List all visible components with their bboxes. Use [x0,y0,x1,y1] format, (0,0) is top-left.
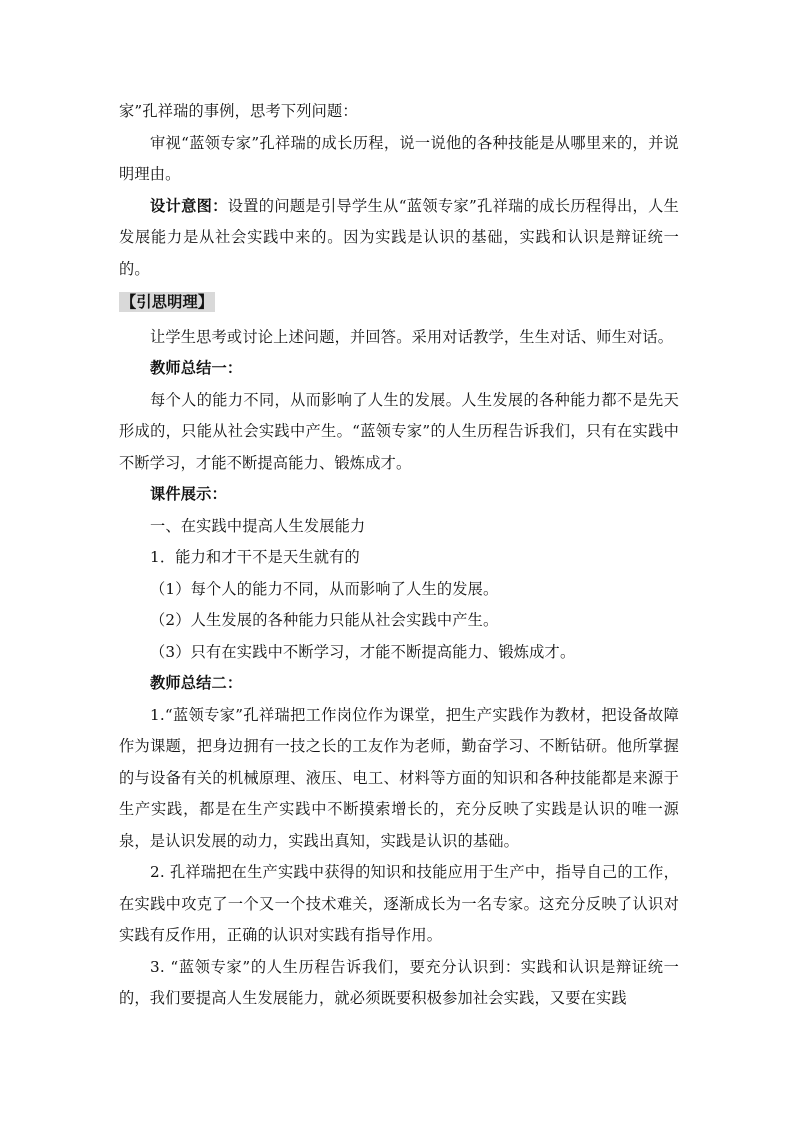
outline-sub-3: （3）只有在实践中不断学习，才能不断提高能力、锻炼成才。 [150,642,576,661]
paragraph-discussion: 让学生思考或讨论上述问题，并回答。采用对话教学，生生对话、师生对话。 [150,327,674,346]
paragraph-question: 审视“蓝领专家”孔祥瑞的成长历程，说一说他的各种技能是从哪里来的，并说明理由。 [119,133,679,183]
summary2-point-1: 1.“蓝领专家”孔祥瑞把工作岗位作为课堂，把生产实践作为教材，把设备故障作为课题，把身边拥有一技之长的工友作为老师，勤奋学习、不断钻研。他所掌握的与设备有关的机械原理、液压、电工、材料等方面的知识和各种技能都是来源于生产实践，都是在生产实践中不断摸索增长的，充分反映了实践是认识的唯一源泉，是认识发展的动力，实践出真知，实践是认识的基础。 [119,705,679,850]
section-tag-line [119,287,679,319]
summary2-point-2: 2. 孔祥瑞把在生产实践中获得的知识和技能应用于生产中，指导自己的工作，在实践中攻克了一个又一个技术难关，逐渐成长为一名专家。这充分反映了认识对实践有反作用，正确的认识对实践有指导作用。 [119,863,679,944]
document-body [119,96,679,1015]
summary1-text: 每个人的能力不同，从而影响了人生的发展。人生发展的各种能力都不是先天形成的，只能从社会实践中产生。“蓝领专家”的人生历程告诉我们，只有在实践中不断学习，才能不断提高能力、锻炼成才。 [119,390,679,472]
outline-sub-2: （2）人生发展的各种能力只能从社会实践中产生。 [150,611,499,629]
outline-sub-1: （1）每个人的能力不同，从而影响了人生的发展。 [150,579,499,598]
summary1-title: 教师总结一： [150,359,243,377]
summary2-title: 教师总结二： [150,674,243,692]
section-tag: 【引思明理】 [121,293,214,311]
outline-item-1: 1．能力和才干不是天生就有的 [150,548,360,566]
paragraph-design-intent [119,191,679,286]
summary2-point-3: 3. “蓝领专家”的人生历程告诉我们，要充分认识到：实践和认识是辩证统一的，我们要提高人生发展能力，就必须既要积极参加社会实践，又要在实践 [119,957,679,1007]
courseware-title: 课件展示： [150,485,227,503]
paragraph-intro-continuation: 家”孔祥瑞的事例，思考下列问题： [119,102,358,120]
design-intent-label: 设计意图： [150,196,228,215]
design-intent-text: 设置的问题是引导学生从“蓝领专家”孔祥瑞的成长历程得出，人生发展能力是从社会实践中来的。因为实践是认识的基础，实践和认识是辩证统一的。 [119,196,680,278]
outline-heading: 一、在实践中提高人生发展能力 [150,516,366,535]
